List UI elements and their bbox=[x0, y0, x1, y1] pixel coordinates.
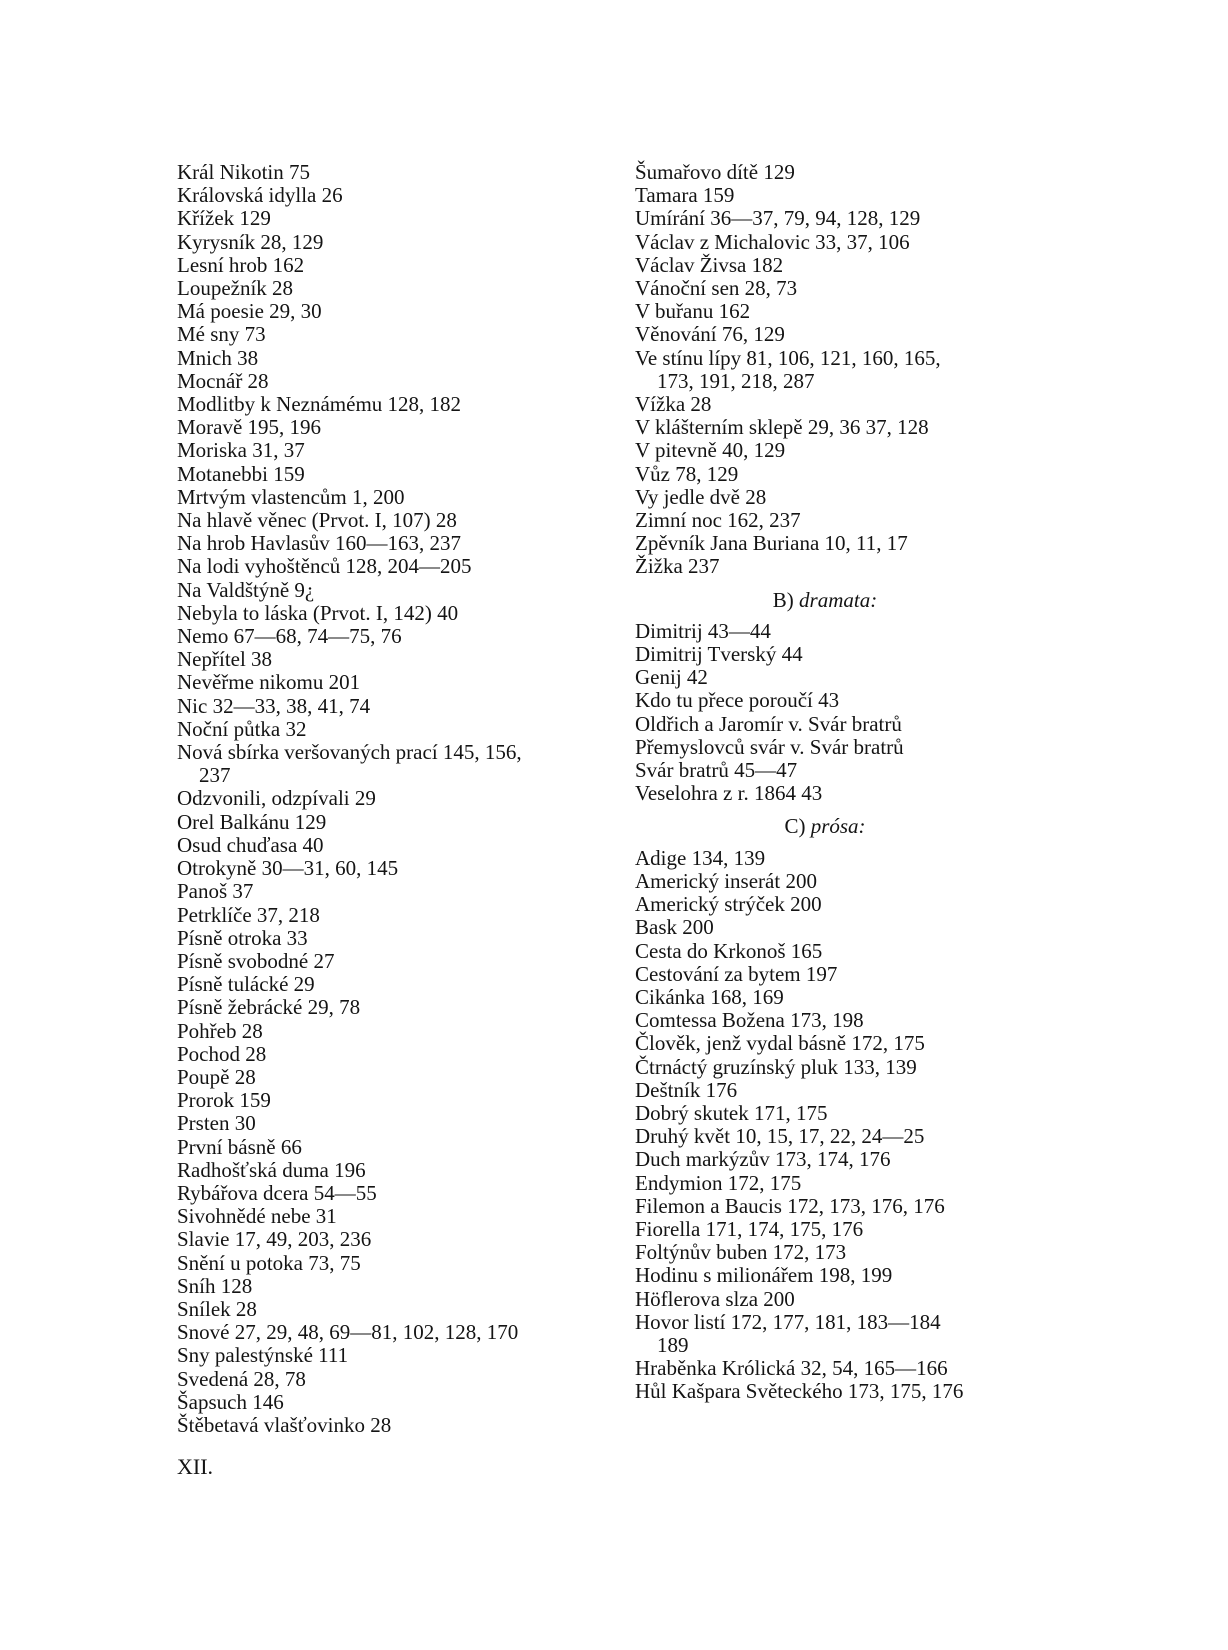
index-entry: Písně otroka 33 bbox=[177, 925, 308, 950]
index-entry: Písně tulácké 29 bbox=[177, 972, 315, 997]
index-entry: Sny palestýnské 111 bbox=[177, 1343, 349, 1368]
index-entry: Václav Živsa 182 bbox=[635, 252, 784, 277]
index-entry: Pohřeb 28 bbox=[177, 1018, 263, 1043]
index-entry: Nová sbírka veršovaných prací 145, 156, bbox=[177, 740, 522, 765]
index-entry: Noční půtka 32 bbox=[177, 716, 307, 741]
index-entry: Endymion 172, 175 bbox=[635, 1170, 802, 1195]
index-entry: Modlitby k Neznámému 128, 182 bbox=[177, 392, 462, 417]
index-entry: Vy jedle dvě 28 bbox=[635, 484, 767, 509]
index-entry: Mrtvým vlastencům 1, 200 bbox=[177, 484, 405, 509]
index-entry: Bask 200 bbox=[635, 915, 714, 940]
index-entry: Mocnář 28 bbox=[177, 368, 269, 393]
index-entry: Comtessa Božena 173, 198 bbox=[635, 1008, 864, 1033]
index-entry: Nepřítel 38 bbox=[177, 647, 273, 672]
section-heading-title: dramata: bbox=[799, 587, 878, 612]
index-entry: Nebyla to láska (Prvot. I, 142) 40 bbox=[177, 600, 459, 625]
index-entry: Tamara 159 bbox=[635, 183, 735, 208]
index-entry: Král Nikotin 75 bbox=[177, 160, 310, 184]
section-heading-title: prósa: bbox=[810, 814, 866, 839]
index-entry: Na hrob Havlasův 160—163, 237 bbox=[177, 531, 462, 556]
index-entry: Poupě 28 bbox=[177, 1064, 256, 1089]
index-entry-continuation: 173, 191, 218, 287 bbox=[657, 368, 815, 393]
index-entry: Rybářova dcera 54—55 bbox=[177, 1180, 377, 1205]
index-entry: Vůz 78, 129 bbox=[635, 461, 739, 486]
index-entry: Cesta do Krkonoš 165 bbox=[635, 938, 823, 963]
index-entry: Dimitrij Tverský 44 bbox=[635, 642, 803, 667]
index-entry: Nemo 67—68, 74—75, 76 bbox=[177, 624, 402, 649]
index-entry: Druhý květ 10, 15, 17, 22, 24—25 bbox=[635, 1124, 925, 1149]
page-number: XII. bbox=[177, 1454, 214, 1479]
index-entry: Žižka 237 bbox=[635, 554, 720, 579]
index-entry: Ve stínu lípy 81, 106, 121, 160, 165, bbox=[635, 345, 941, 370]
index-entry: Prorok 159 bbox=[177, 1088, 271, 1113]
index-entry: Snílek 28 bbox=[177, 1296, 257, 1321]
index-entry: Přemyslovců svár v. Svár bratrů bbox=[635, 734, 904, 759]
index-entry: Snění u potoka 73, 75 bbox=[177, 1250, 361, 1275]
index-entry: Fiorella 171, 174, 175, 176 bbox=[635, 1216, 864, 1241]
index-entry: Na lodi vyhoštěnců 128, 204—205 bbox=[177, 554, 472, 579]
index-entry: Otrokyně 30—31, 60, 145 bbox=[177, 856, 399, 881]
index-entry: Šapsuch 146 bbox=[177, 1389, 284, 1414]
index-entry: Umírání 36—37, 79, 94, 128, 129 bbox=[635, 206, 921, 231]
index-entry: Pochod 28 bbox=[177, 1041, 267, 1066]
section-heading-prefix: B) bbox=[772, 587, 800, 612]
index-entry: Duch markýzův 173, 174, 176 bbox=[635, 1147, 891, 1172]
index-entry: Americký inserát 200 bbox=[635, 868, 817, 893]
index-entry: Má poesie 29, 30 bbox=[177, 299, 322, 324]
index-entry: Lesní hrob 162 bbox=[177, 252, 305, 277]
index-entry: Radhošťská duma 196 bbox=[177, 1157, 366, 1182]
index-entry: Kdo tu přece poroučí 43 bbox=[635, 688, 840, 713]
index-entry: Veselohra z r. 1864 43 bbox=[635, 781, 823, 806]
index-entry: Motanebbi 159 bbox=[177, 461, 305, 486]
index-entry: Moravě 195, 196 bbox=[177, 415, 322, 440]
section-heading-prefix: C) bbox=[784, 814, 811, 839]
index-entry-continuation: 189 bbox=[657, 1332, 689, 1357]
index-entry: Hraběnka Królická 32, 54, 165—166 bbox=[635, 1356, 948, 1381]
section-heading-prosa bbox=[635, 815, 1075, 838]
index-entry: Na hlavě věnec (Prvot. I, 107) 28 bbox=[177, 508, 457, 533]
index-entry: Křížek 129 bbox=[177, 206, 271, 231]
index-entry: Dimitrij 43—44 bbox=[635, 618, 771, 643]
index-entry: Šumařovo dítě 129 bbox=[635, 160, 795, 184]
index-entry-continuation: 237 bbox=[199, 763, 231, 788]
index-entry: Odzvonili, odzpívali 29 bbox=[177, 786, 376, 811]
index-column-left bbox=[177, 161, 617, 1437]
index-entry: Písně svobodné 27 bbox=[177, 948, 335, 973]
index-entry: Svár bratrů 45—47 bbox=[635, 758, 798, 783]
index-entry: Orel Balkánu 129 bbox=[177, 809, 327, 834]
index-entry: Panoš 37 bbox=[177, 879, 254, 904]
section-heading-dramata bbox=[635, 589, 1075, 612]
index-entry: Mé sny 73 bbox=[177, 322, 266, 347]
index-entry: Oldřich a Jaromír v. Svár bratrů bbox=[635, 711, 902, 736]
index-entry: Vížka 28 bbox=[635, 392, 712, 417]
index-entry: Prsten 30 bbox=[177, 1111, 256, 1136]
index-entry: První básně 66 bbox=[177, 1134, 302, 1159]
index-entry: V klášterním sklepě 29, 36 37, 128 bbox=[635, 415, 929, 440]
index-entry: Sníh 128 bbox=[177, 1273, 253, 1298]
index-entry: Hůl Kašpara Světeckého 173, 175, 176 bbox=[635, 1379, 964, 1404]
index-entry: Genij 42 bbox=[635, 665, 708, 690]
index-entry: Deštník 176 bbox=[635, 1077, 738, 1102]
index-entry: Písně žebrácké 29, 78 bbox=[177, 995, 361, 1020]
index-entry: Vánoční sen 28, 73 bbox=[635, 276, 798, 301]
index-entry: Královská idylla 26 bbox=[177, 183, 343, 208]
index-entry: Filemon a Baucis 172, 173, 176, 176 bbox=[635, 1193, 945, 1218]
index-entry: Nevěřme nikomu 201 bbox=[177, 670, 361, 695]
index-entry: Loupežník 28 bbox=[177, 276, 294, 301]
index-entry: Sivohnědé nebe 31 bbox=[177, 1204, 337, 1229]
index-entry: Osud chuďasa 40 bbox=[177, 832, 324, 857]
index-entry: V buřanu 162 bbox=[635, 299, 751, 324]
index-entry: Adige 134, 139 bbox=[635, 845, 766, 870]
index-column-right bbox=[635, 161, 1075, 1404]
index-entry: V pitevně 40, 129 bbox=[635, 438, 786, 463]
index-entry: Cikánka 168, 169 bbox=[635, 984, 784, 1009]
index-entry: Věnování 76, 129 bbox=[635, 322, 785, 347]
index-entry: Petrklíče 37, 218 bbox=[177, 902, 320, 927]
index-entry: Mnich 38 bbox=[177, 345, 259, 370]
index-entry: Zpěvník Jana Buriana 10, 11, 17 bbox=[635, 531, 908, 556]
index-entry: Americký strýček 200 bbox=[635, 892, 822, 917]
index-entry: Slavie 17, 49, 203, 236 bbox=[177, 1227, 372, 1252]
index-entry: Hodinu s milionářem 198, 199 bbox=[635, 1263, 893, 1288]
index-entry: Na Valdštýně 9¿ bbox=[177, 577, 315, 602]
index-entry: Člověk, jenž vydal básně 172, 175 bbox=[635, 1031, 925, 1056]
index-entry: Foltýnův buben 172, 173 bbox=[635, 1240, 847, 1265]
index-entry: Svedená 28, 78 bbox=[177, 1366, 306, 1391]
index-entry: Hovor listí 172, 177, 181, 183—184 bbox=[635, 1309, 941, 1334]
index-entry: Snové 27, 29, 48, 69—81, 102, 128, 170 bbox=[177, 1320, 519, 1345]
index-entry: Höflerova slza 200 bbox=[635, 1286, 795, 1311]
index-entry: Zimní noc 162, 237 bbox=[635, 508, 801, 533]
index-entry: Cestování za bytem 197 bbox=[635, 961, 838, 986]
index-entry: Václav z Michalovic 33, 37, 106 bbox=[635, 229, 910, 254]
index-entry: Moriska 31, 37 bbox=[177, 438, 305, 463]
index-entry: Štěbetavá vlašťovinko 28 bbox=[177, 1412, 392, 1437]
index-entry: Nic 32—33, 38, 41, 74 bbox=[177, 693, 371, 718]
index-entry: Čtrnáctý gruzínský pluk 133, 139 bbox=[635, 1054, 917, 1079]
index-entry: Dobrý skutek 171, 175 bbox=[635, 1100, 828, 1125]
index-entry: Kyrysník 28, 129 bbox=[177, 229, 324, 254]
